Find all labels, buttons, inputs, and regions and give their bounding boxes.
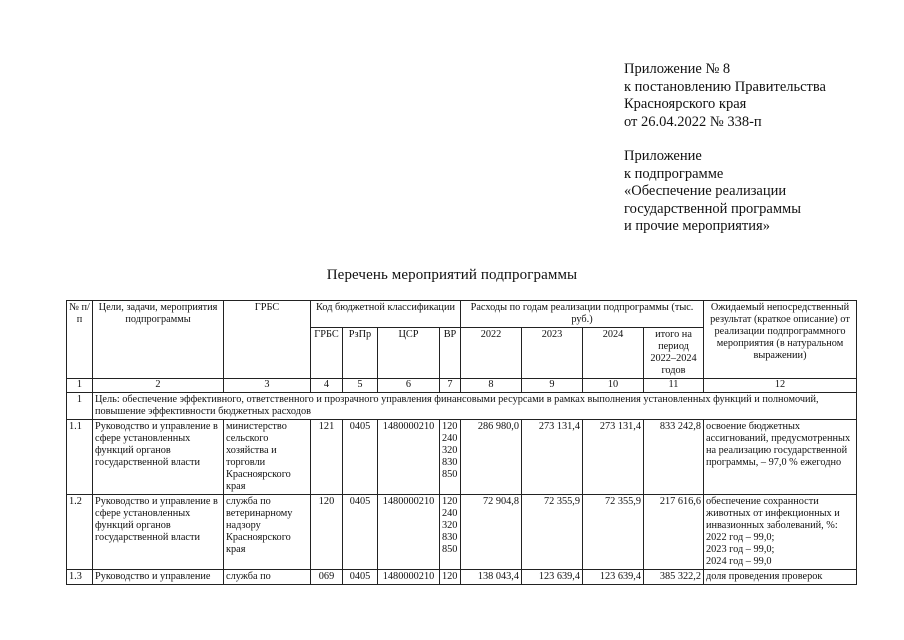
column-number: 9	[522, 379, 583, 393]
subprogram-line: Приложение	[624, 148, 702, 164]
row-grbs-name: служба по ветеринарному надзору Красноярского края	[224, 495, 311, 570]
vr-code: 320	[442, 445, 458, 456]
header-2022: 2022	[461, 328, 522, 379]
header-sub-grbs: ГРБС	[311, 328, 343, 379]
row-2022: 286 980,0	[461, 420, 522, 495]
header-num: № п/п	[67, 301, 93, 379]
header-vr: ВР	[440, 328, 461, 379]
annex-line: к постановлению Правительства	[624, 78, 826, 95]
row-vr	[440, 495, 461, 570]
annex-header	[624, 61, 826, 131]
row-2024: 273 131,4	[583, 420, 644, 495]
goal-row	[67, 393, 857, 420]
row-grbs: 069	[311, 570, 343, 585]
column-number: 12	[704, 379, 857, 393]
vr-code: 320	[442, 520, 458, 531]
column-number: 11	[644, 379, 704, 393]
subprogram-line: и прочие мероприятия»	[624, 218, 770, 234]
row-total: 217 616,6	[644, 495, 704, 570]
column-number: 6	[378, 379, 440, 393]
header-2024: 2024	[583, 328, 644, 379]
row-name: Руководство и управление в сфере установленных функций органов государственной власти	[93, 495, 224, 570]
row-vr: 120	[440, 570, 461, 585]
row-csr: 1480000210	[378, 495, 440, 570]
row-2022: 138 043,4	[461, 570, 522, 585]
column-number: 4	[311, 379, 343, 393]
vr-code: 240	[442, 508, 458, 519]
vr-code: 830	[442, 457, 458, 468]
row-2023: 72 355,9	[522, 495, 583, 570]
row-grbs: 120	[311, 495, 343, 570]
row-grbs-name: министерство сельского хозяйства и торговли Красноярского края	[224, 420, 311, 495]
annex-line: Красноярского края	[624, 96, 747, 112]
row-rzpr: 0405	[343, 420, 378, 495]
column-number: 1	[67, 379, 93, 393]
row-num: 1.1	[67, 420, 93, 495]
row-2022: 72 904,8	[461, 495, 522, 570]
subprogram-line: государственной программы	[624, 200, 801, 217]
header-grbs: ГРБС	[224, 301, 311, 379]
result-text: обеспечение сохранности животных от инфекционных и инвазионных заболеваний, %:	[706, 496, 840, 531]
vr-code: 120	[442, 421, 458, 432]
column-number: 7	[440, 379, 461, 393]
row-2024: 123 639,4	[583, 570, 644, 585]
row-grbs: 121	[311, 420, 343, 495]
row-total: 385 322,2	[644, 570, 704, 585]
row-num: 1.2	[67, 495, 93, 570]
header-2023: 2023	[522, 328, 583, 379]
header-total: итого на период 2022–2024 годов	[644, 328, 704, 379]
header-csr: ЦСР	[378, 328, 440, 379]
vr-code: 240	[442, 433, 458, 444]
result-line: 2022 год – 99,0;	[706, 532, 775, 543]
row-result	[704, 495, 857, 570]
row-total: 833 242,8	[644, 420, 704, 495]
goal-num: 1	[67, 393, 93, 420]
column-number: 3	[224, 379, 311, 393]
row-csr: 1480000210	[378, 570, 440, 585]
row-name: Руководство и управление	[93, 570, 224, 585]
table-row	[67, 420, 857, 495]
header-rzpr: РзПр	[343, 328, 378, 379]
goal-text: Цель: обеспечение эффективного, ответственного и прозрачного управления финансовыми ресурсами в рамках выполнения установленных функций и полномочий, повышение эффективности бюджетных расходов	[93, 393, 857, 420]
column-number: 10	[583, 379, 644, 393]
row-rzpr: 0405	[343, 495, 378, 570]
annex-line: от 26.04.2022 № 338-п	[624, 113, 762, 130]
header-goals: Цели, задачи, мероприятия подпрограммы	[93, 301, 224, 379]
table-row	[67, 570, 857, 585]
vr-code: 850	[442, 544, 458, 555]
column-number: 5	[343, 379, 378, 393]
row-vr	[440, 420, 461, 495]
row-num: 1.3	[67, 570, 93, 585]
column-numbers-row	[67, 379, 857, 393]
column-number: 8	[461, 379, 522, 393]
row-2024: 72 355,9	[583, 495, 644, 570]
row-grbs-name: служба по	[224, 570, 311, 585]
row-2023: 273 131,4	[522, 420, 583, 495]
table-header-row	[67, 301, 857, 328]
row-result: доля проведения проверок	[704, 570, 857, 585]
row-csr: 1480000210	[378, 420, 440, 495]
result-line: 2024 год – 99,0	[706, 556, 772, 567]
row-name: Руководство и управление в сфере установленных функций органов государственной власти	[93, 420, 224, 495]
subprogram-line: «Обеспечение реализации	[624, 183, 787, 199]
vr-code: 120	[442, 496, 458, 507]
result-line: 2023 год – 99,0;	[706, 544, 775, 555]
annex-line: Приложение № 8	[624, 61, 731, 77]
header-expenses: Расходы по годам реализации подпрограммы (тыс. руб.)	[461, 301, 704, 328]
vr-code: 850	[442, 469, 458, 480]
measures-table	[66, 300, 857, 585]
page-title: Перечень мероприятий подпрограммы	[326, 267, 578, 283]
table-row	[67, 495, 857, 570]
row-result: освоение бюджетных ассигнований, предусмотренных на реализацию государственной программы, – 97,0 % ежегодно	[704, 420, 857, 495]
column-number: 2	[93, 379, 224, 393]
header-result: Ожидаемый непосредственный результат (краткое описание) от реализации подпрограммного мероприятия (в натуральном выражении)	[704, 301, 857, 379]
subprogram-header	[624, 148, 801, 236]
header-budget-code: Код бюджетной классификации	[311, 301, 461, 328]
row-rzpr: 0405	[343, 570, 378, 585]
subprogram-line: к подпрограмме	[624, 165, 724, 182]
row-2023: 123 639,4	[522, 570, 583, 585]
vr-code: 830	[442, 532, 458, 543]
